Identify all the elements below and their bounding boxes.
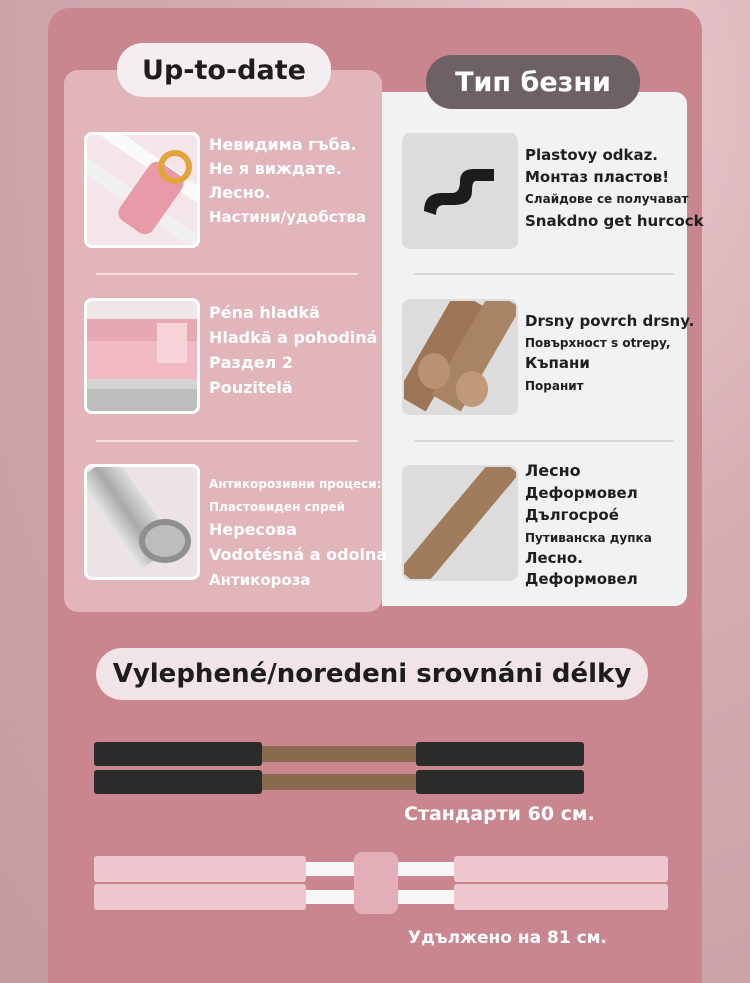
right-row3-line5: Лесно. bbox=[525, 549, 583, 567]
left-row2-line4: Pouzitelä bbox=[209, 378, 293, 397]
standard-wood-rod-bottom bbox=[258, 774, 420, 790]
left-row3-line1: Антикорозивни процеси: bbox=[209, 477, 382, 491]
right-row3-line1: Лесно bbox=[525, 461, 581, 480]
extended-length-caption: Удължено на 81 см. bbox=[408, 928, 607, 948]
right-row2-line3: Къпани bbox=[525, 354, 590, 372]
standard-length-caption: Стандарти 60 см. bbox=[404, 803, 595, 825]
right-row3-line3: Дългосрое́ bbox=[525, 506, 619, 524]
right-row1-line3: Слайдове се получават bbox=[525, 192, 689, 206]
left-row1-line4: Настини/удобства bbox=[209, 208, 366, 226]
left-row2-line2: Hladkä a pohodiná bbox=[209, 328, 378, 347]
anti-corrosion-thumbnail bbox=[84, 464, 200, 580]
left-row3-line4: Vodotésná a odolna bbox=[209, 545, 388, 564]
left-row3-line2: Пластовиден спрей bbox=[209, 500, 346, 514]
right-row1-line1: Plastovy odkaz. bbox=[525, 146, 659, 164]
standard-foam-left-top bbox=[94, 742, 262, 766]
standard-foam-right-top bbox=[416, 742, 584, 766]
left-row1-line1: Невидима гъба. bbox=[209, 135, 357, 154]
extended-foam-left-bottom bbox=[94, 884, 306, 910]
extended-foam-right-top bbox=[454, 856, 668, 882]
invisible-sponge-thumbnail bbox=[84, 132, 200, 248]
right-row3-line4: Путиванска дупка bbox=[525, 531, 652, 545]
standard-foam-left-bottom bbox=[94, 770, 262, 794]
right-separator-2 bbox=[414, 440, 674, 442]
standard-wood-rod-top bbox=[258, 746, 420, 762]
right-row1-line2: Монтаз пластов! bbox=[525, 168, 670, 186]
right-row3-line6: Деформовел bbox=[525, 570, 638, 588]
left-separator-1 bbox=[96, 273, 358, 275]
right-row3-line2: Деформовел bbox=[525, 484, 638, 502]
deforms-thumbnail bbox=[402, 465, 518, 581]
length-comparison-title: Vylephené/noredeni srovnáni délky bbox=[96, 648, 648, 700]
left-row3-line5: Антикороза bbox=[209, 571, 311, 589]
smooth-foam-thumbnail bbox=[84, 298, 200, 414]
left-row1-line2: Не я виждате. bbox=[209, 159, 342, 178]
right-row1-line4: Snakdno get hurcock bbox=[525, 212, 704, 230]
extended-center-clip bbox=[354, 852, 398, 914]
rough-surface-thumbnail bbox=[402, 299, 518, 415]
extended-foam-left-top bbox=[94, 856, 306, 882]
right-row2-line1: Drsny povrch drsny. bbox=[525, 312, 695, 330]
upgraded-title: Up-to-date bbox=[117, 43, 331, 97]
right-row2-line2: Повърхност s otrepy, bbox=[525, 336, 671, 350]
left-row2-line1: Péna hladkä bbox=[209, 303, 320, 322]
standard-foam-right-bottom bbox=[416, 770, 584, 794]
extended-foam-right-bottom bbox=[454, 884, 668, 910]
right-row2-line4: Поранит bbox=[525, 379, 584, 393]
right-separator-1 bbox=[414, 273, 674, 275]
plastic-connector-thumbnail bbox=[402, 133, 518, 249]
left-row1-line3: Лесно. bbox=[209, 183, 271, 202]
left-separator-2 bbox=[96, 440, 358, 442]
left-row3-line3: Нересова bbox=[209, 520, 297, 539]
old-type-title: Тип безни bbox=[426, 55, 640, 109]
left-row2-line3: Раздел 2 bbox=[209, 353, 294, 372]
